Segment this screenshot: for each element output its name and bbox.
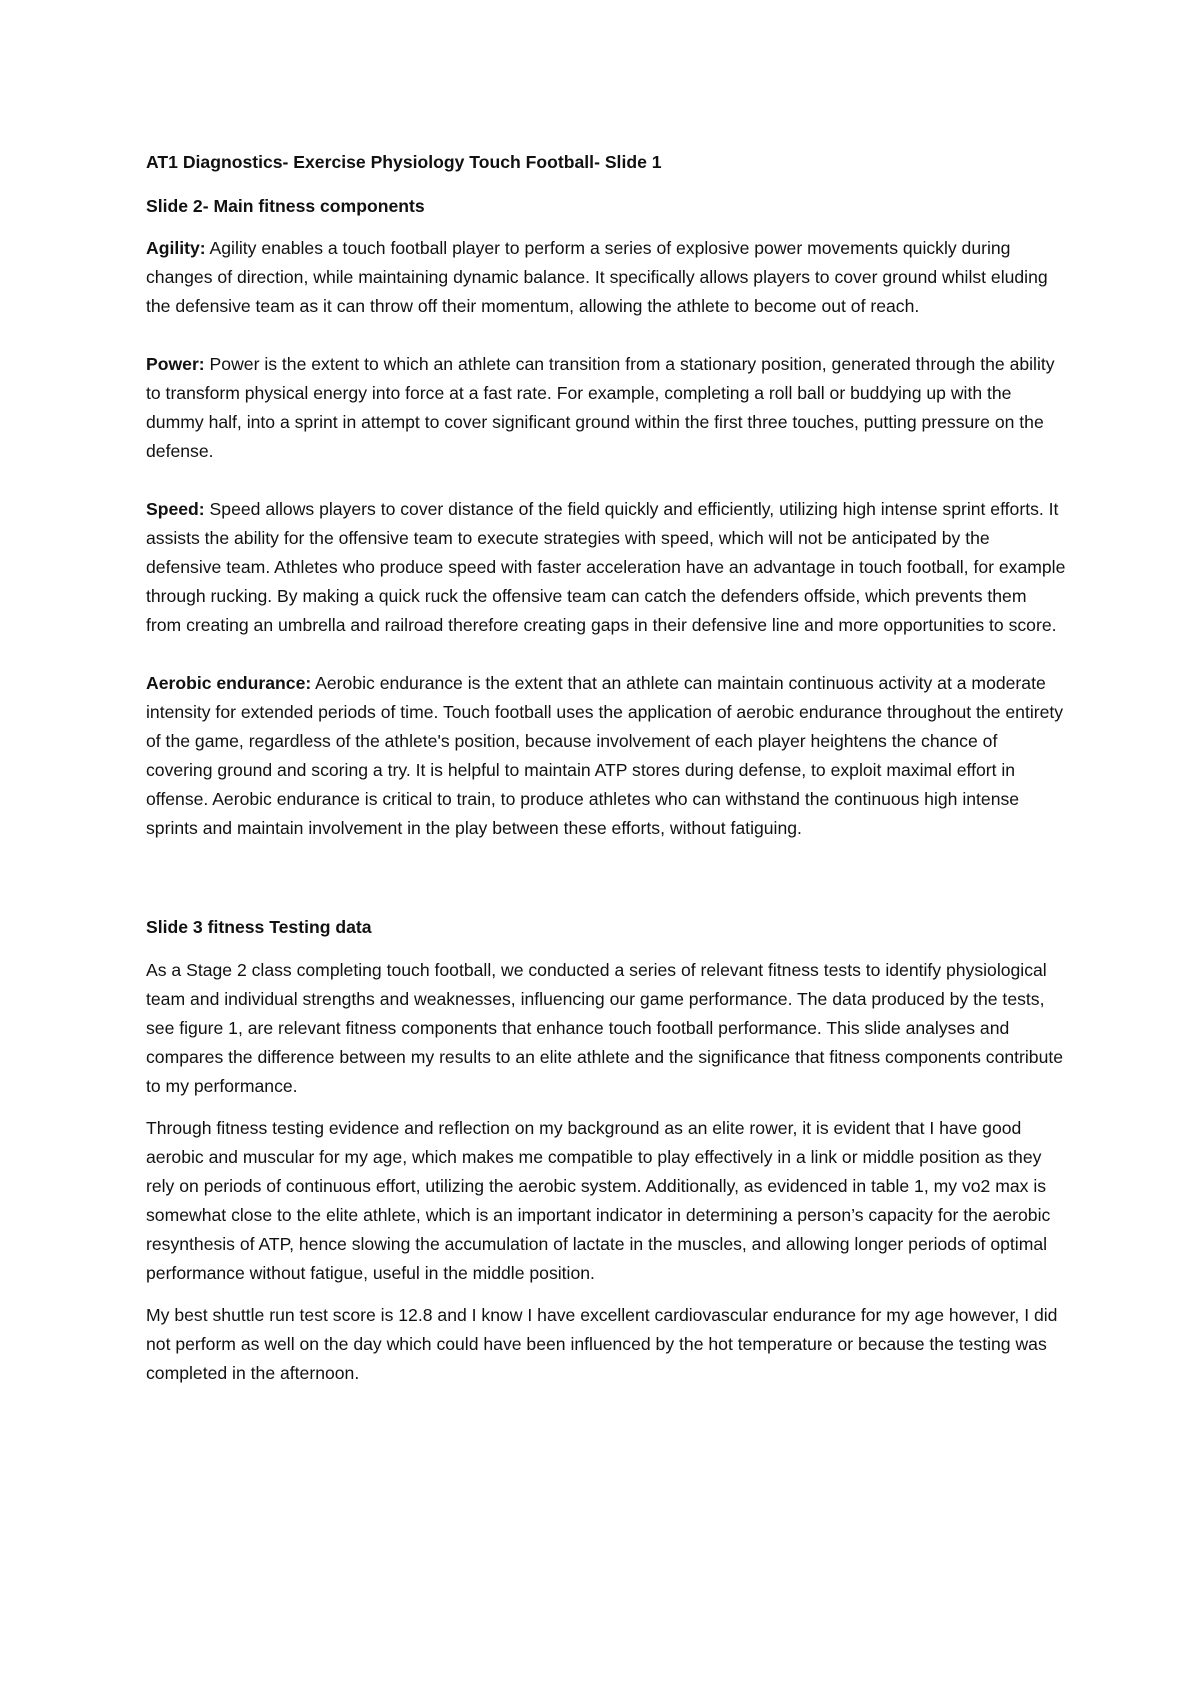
slide3-paragraph-3: My best shuttle run test score is 12.8 and I know I have excellent cardiovascular endurance for my age however, I did not perform as well on the day which could have been influenced by the hot temperature or because the testing was completed in the afternoon.: [146, 1305, 1058, 1383]
document-title: AT1 Diagnostics- Exercise Physiology Touch Football- Slide 1: [146, 152, 662, 172]
slide2-heading: Slide 2- Main fitness components: [146, 196, 425, 216]
agility-text: Agility enables a touch football player to perform a series of explosive power movements quickly during changes of direction, while maintaining dynamic balance. It specifically allows players to cover ground whilst eluding the defensive team as it can throw off their momentum, allowing the athlete to become out of reach.: [146, 238, 1048, 316]
speed-text: Speed allows players to cover distance of the field quickly and efficiently, utilizing high intense sprint efforts. It assists the ability for the offensive team to execute strategies with speed, which will not be anticipated by the defensive team. Athletes who produce speed with faster acceleration have an advantage in touch football, for example through rucking. By making a quick ruck the offensive team can catch the defenders offside, which prevents them from creating an umbrella and railroad therefore creating gaps in their defensive line and more opportunities to score.: [146, 499, 1066, 635]
aerobic-endurance-paragraph: [146, 669, 1066, 843]
speed-paragraph: [146, 495, 1066, 640]
agility-paragraph: [146, 234, 1066, 321]
aerobic-endurance-term: Aerobic endurance:: [146, 673, 312, 693]
speed-term: Speed:: [146, 499, 205, 519]
agility-term: Agility:: [146, 238, 206, 258]
slide3-paragraph-2: Through fitness testing evidence and reflection on my background as an elite rower, it is evident that I have good aerobic and muscular for my age, which makes me compatible to play effectively in a link or middle position as they rely on periods of continuous effort, utilizing the aerobic system. Additionally, as evidenced in table 1, my vo2 max is somewhat close to the elite athlete, which is an important indicator in determining a person’s capacity for the aerobic resynthesis of ATP, hence slowing the accumulation of lactate in the muscles, and allowing longer periods of optimal performance without fatigue, useful in the middle position.: [146, 1118, 1051, 1283]
slide3-heading: Slide 3 fitness Testing data: [146, 917, 372, 937]
power-term: Power:: [146, 354, 205, 374]
aerobic-endurance-text: Aerobic endurance is the extent that an athlete can maintain continuous activity at a moderate intensity for extended periods of time. Touch football uses the application of aerobic endurance throughout the entirety of the game, regardless of the athlete's position, because involvement of each player heightens the chance of covering ground and scoring a try. It is helpful to maintain ATP stores during defense, to exploit maximal effort in offense. Aerobic endurance is critical to train, to produce athletes who can withstand the continuous high intense sprints and maintain involvement in the play between these efforts, without fatiguing.: [146, 673, 1064, 838]
power-paragraph: [146, 350, 1066, 466]
document-page: [146, 148, 1066, 1388]
power-text: Power is the extent to which an athlete can transition from a stationary position, generated through the ability to transform physical energy into force at a fast rate. For example, completing a roll ball or buddying up with the dummy half, into a sprint in attempt to cover significant ground within the first three touches, putting pressure on the defense.: [146, 354, 1055, 461]
slide3-paragraph-1: As a Stage 2 class completing touch football, we conducted a series of relevant fitness tests to identify physiological team and individual strengths and weaknesses, influencing our game performance. The data produced by the tests, see figure 1, are relevant fitness components that enhance touch football performance. This slide analyses and compares the difference between my results to an elite athlete and the significance that fitness components contribute to my performance.: [146, 960, 1064, 1096]
